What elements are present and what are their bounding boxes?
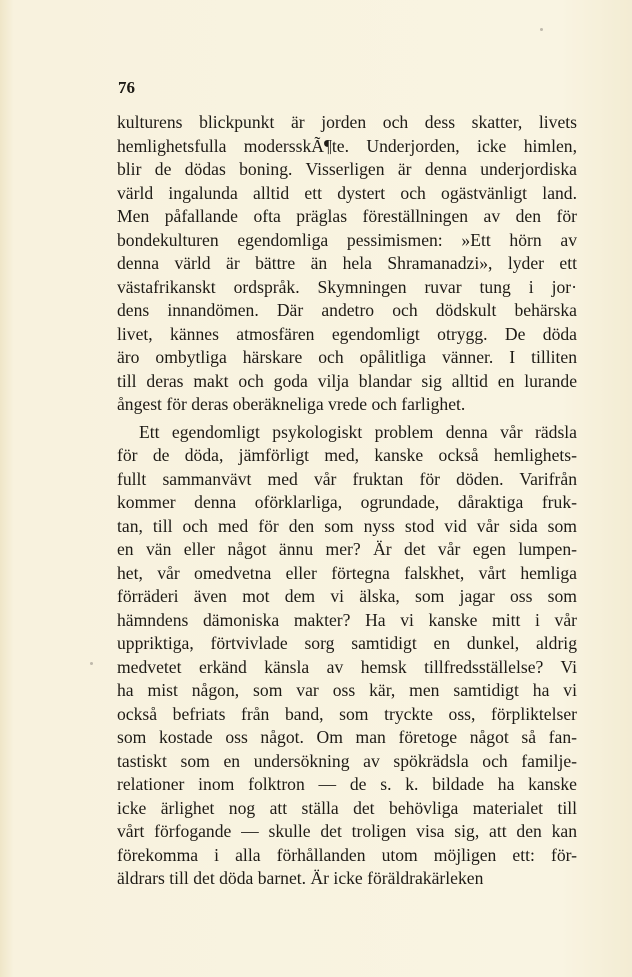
text-line: hemlighetsfulla modersskÃ¶te. Underjorden, icke himlen, — [117, 135, 577, 156]
text-line: tastiskt som en undersökning av spökrädsla och familje- — [117, 750, 577, 771]
paragraph-1 — [117, 111, 577, 417]
text-line: till deras makt och goda vilja blandar sig alltid en lurande — [117, 370, 577, 391]
text-line: vårt förfogande — skulle det troligen visa sig, att den kan — [117, 821, 577, 841]
text-line: denna värld är bättre än hela Shramanadzi», lyder ett — [117, 253, 577, 273]
body-text — [117, 111, 577, 891]
text-line: västafrikanskt ordspråk. Skymningen ruvar tung i jor· — [117, 276, 577, 297]
text-line: fullt sammanvävt med vår fruktan för döden. Varifrån — [117, 468, 577, 489]
text-line: som kostade oss något. Om man företoge något så fan- — [117, 727, 577, 747]
text-line: icke ärlighet nog att ställa det behövliga materialet till — [117, 797, 577, 818]
text-line: blir de dödas boning. Visserligen är denna underjordiska — [117, 159, 577, 179]
text-line: kommer denna oförklarliga, ogrundade, dåraktiga fruk- — [117, 492, 577, 512]
text-line: förräderi även mot dem vi älska, som jagar oss som — [117, 586, 577, 606]
text-line: hämndens dämoniska makter? Ha vi kanske mitt i vår — [117, 609, 577, 630]
text-line: kulturens blickpunkt är jorden och dess skatter, livets — [117, 112, 577, 132]
text-line: het, vår omedvetna eller förtegna falskhet, vårt hemliga — [117, 562, 577, 583]
text-line: Ett egendomligt psykologiskt problem denna vår rädsla — [139, 421, 577, 442]
text-line: dens innandömen. Där andetro och dödskult behärska — [117, 300, 577, 320]
text-line: för de döda, jämförligt med, kanske också hemlighets- — [117, 445, 577, 465]
text-line: förekomma i alla förhållanden utom möjligen ett: för- — [117, 844, 577, 865]
text-line: ha mist någon, som var oss kär, men samtidigt ha vi — [117, 680, 577, 700]
text-line: relationer inom folktron — de s. k. bildade ha kanske — [117, 774, 577, 794]
text-line: livet, kännes atmosfären egendomligt otrygg. De döda — [117, 323, 577, 344]
text-line: tan, till och med för den som nyss stod vid vår sida som — [117, 515, 577, 536]
text-line: Men påfallande ofta präglas föreställningen av den för — [117, 206, 577, 226]
paper-speck — [540, 28, 543, 31]
paper-speck — [90, 662, 93, 665]
paragraph-2 — [117, 421, 577, 891]
text-line: äldrars till det döda barnet. Är icke föräldrakärleken — [117, 868, 484, 888]
text-line: uppriktiga, förtvivlade sorg samtidigt en dunkel, aldrig — [117, 633, 577, 653]
text-line: bondekulturen egendomliga pessimismen: »Ett hörn av — [117, 229, 577, 250]
text-line: en vän eller något ännu mer? Är det vår egen lumpen- — [117, 539, 577, 559]
text-line: äro ombytliga härskare och opålitliga vänner. I tilliten — [117, 347, 577, 367]
text-line: också befriats från band, som tryckte oss, förpliktelser — [117, 703, 577, 724]
text-line: medvetet erkänd känsla av hemsk tillfredsställelse? Vi — [117, 656, 577, 677]
text-line: ångest för deras oberäkneliga vrede och farlighet. — [117, 394, 466, 414]
page-number: 76 — [118, 78, 135, 97]
text-line: värld ingalunda alltid ett dystert och ogästvänligt land. — [117, 182, 577, 203]
